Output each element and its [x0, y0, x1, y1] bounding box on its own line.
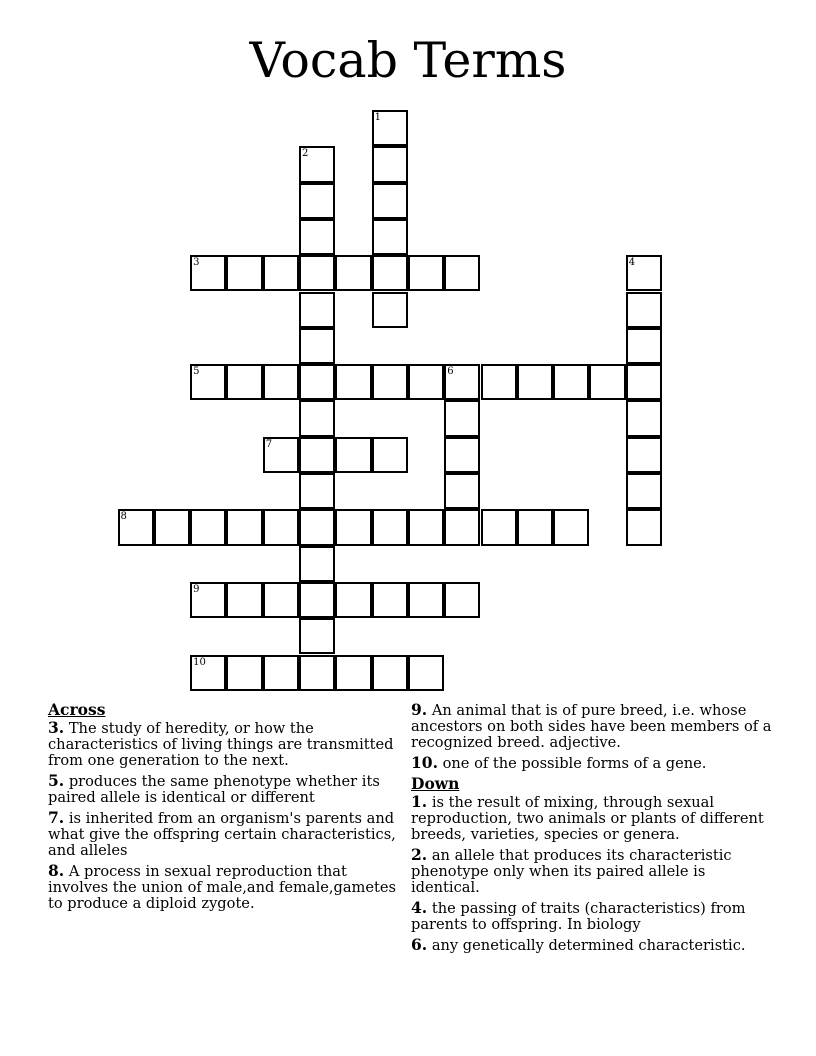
grid-cell[interactable] — [408, 509, 444, 545]
cell-number: 2 — [302, 148, 309, 160]
grid-cell[interactable] — [626, 255, 662, 291]
grid-cell[interactable] — [226, 582, 262, 618]
grid-cell[interactable] — [299, 473, 335, 509]
page-title: Vocab Terms — [249, 32, 567, 89]
grid-cell[interactable] — [299, 255, 335, 291]
clue-text: any genetically determined characteristic. — [431, 937, 746, 954]
clue-down-6 — [411, 937, 776, 954]
grid-cell[interactable] — [299, 546, 335, 582]
grid-cell[interactable] — [372, 183, 408, 219]
clue-across-8 — [48, 863, 400, 912]
cell-number: 3 — [193, 257, 200, 269]
grid-cell[interactable] — [372, 437, 408, 473]
grid-cell[interactable] — [118, 509, 154, 545]
grid-cell[interactable] — [299, 183, 335, 219]
cell-number: 8 — [120, 511, 127, 523]
clue-across-3 — [48, 720, 400, 769]
grid-cell[interactable] — [589, 364, 625, 400]
clues-right-column — [411, 702, 776, 958]
grid-cell[interactable] — [444, 437, 480, 473]
clue-text: An animal that is of pure breed, i.e. whose ancestors on both sides have been members of a recognized breed. adjective. — [411, 702, 772, 751]
grid-cell[interactable] — [372, 509, 408, 545]
grid-cell[interactable] — [335, 255, 371, 291]
grid-cell[interactable] — [226, 364, 262, 400]
clue-across-5 — [48, 773, 400, 806]
grid-cell[interactable] — [372, 292, 408, 328]
grid-cell[interactable] — [553, 364, 589, 400]
grid-cell[interactable] — [444, 364, 480, 400]
grid-cell[interactable] — [263, 655, 299, 691]
grid-cell[interactable] — [444, 509, 480, 545]
clue-number: 1. — [411, 792, 428, 811]
grid-cell[interactable] — [299, 219, 335, 255]
clue-number: 2. — [411, 845, 428, 864]
grid-cell[interactable] — [626, 400, 662, 436]
grid-cell[interactable] — [335, 364, 371, 400]
clue-text: the passing of traits (characteristics) from parents to offspring. In biology — [411, 900, 746, 933]
cell-number: 9 — [193, 583, 200, 595]
clue-number: 3. — [48, 718, 65, 737]
grid-cell[interactable] — [226, 655, 262, 691]
grid-cell[interactable] — [263, 437, 299, 473]
clue-across-10 — [411, 755, 776, 772]
grid-cell[interactable] — [372, 364, 408, 400]
grid-cell[interactable] — [154, 509, 190, 545]
grid-cell[interactable] — [444, 400, 480, 436]
grid-cell[interactable] — [335, 582, 371, 618]
grid-cell[interactable] — [372, 110, 408, 146]
grid-cell[interactable] — [190, 582, 226, 618]
cell-number: 1 — [374, 112, 381, 123]
grid-cell[interactable] — [372, 255, 408, 291]
grid-cell[interactable] — [226, 509, 262, 545]
clue-across-7 — [48, 810, 400, 859]
grid-cell[interactable] — [408, 582, 444, 618]
cell-number: 6 — [447, 366, 454, 378]
grid-cell[interactable] — [299, 618, 335, 654]
grid-cell[interactable] — [444, 255, 480, 291]
clue-text: produces the same phenotype whether its paired allele is identical or different — [48, 773, 380, 806]
grid-cell[interactable] — [626, 437, 662, 473]
clue-number: 4. — [411, 898, 428, 917]
grid-cell[interactable] — [299, 146, 335, 182]
grid-cell[interactable] — [263, 364, 299, 400]
grid-cell[interactable] — [299, 437, 335, 473]
grid-cell[interactable] — [626, 328, 662, 364]
grid-cell[interactable] — [299, 364, 335, 400]
grid-cell[interactable] — [626, 509, 662, 545]
grid-cell[interactable] — [299, 509, 335, 545]
grid-cell[interactable] — [372, 219, 408, 255]
clue-text: The study of heredity, or how the characteristics of living things are transmitted from one generation to the next. — [48, 720, 394, 769]
grid-cell[interactable] — [408, 364, 444, 400]
grid-cell[interactable] — [408, 255, 444, 291]
grid-cell[interactable] — [299, 582, 335, 618]
grid-cell[interactable] — [517, 364, 553, 400]
clue-down-1 — [411, 794, 776, 843]
grid-cell[interactable] — [626, 292, 662, 328]
clue-number: 7. — [48, 808, 65, 827]
clue-number: 10. — [411, 753, 438, 772]
clue-down-4 — [411, 900, 776, 933]
grid-cell[interactable] — [263, 509, 299, 545]
down-heading: Down — [411, 774, 460, 793]
grid-cell[interactable] — [190, 364, 226, 400]
grid-cell[interactable] — [190, 509, 226, 545]
clue-down-2 — [411, 847, 776, 896]
grid-cell[interactable] — [553, 509, 589, 545]
clue-number: 9. — [411, 700, 428, 719]
grid-cell[interactable] — [190, 255, 226, 291]
clue-number: 8. — [48, 861, 65, 880]
clue-number: 5. — [48, 771, 65, 790]
grid-cell[interactable] — [299, 328, 335, 364]
grid-cell[interactable] — [444, 582, 480, 618]
clue-text: is the result of mixing, through sexual reproduction, two animals or plants of different breeds, varieties, species or genera. — [411, 794, 764, 843]
clue-text: an allele that produces its characteristic phenotype only when its paired allele is identical. — [411, 847, 732, 896]
grid-cell[interactable] — [517, 509, 553, 545]
across-heading: Across — [48, 700, 106, 719]
grid-cell[interactable] — [335, 655, 371, 691]
grid-cell[interactable] — [626, 473, 662, 509]
grid-cell[interactable] — [190, 655, 226, 691]
clue-number: 6. — [411, 935, 428, 954]
grid-cell[interactable] — [335, 509, 371, 545]
cell-number: 4 — [628, 257, 636, 269]
grid-cell[interactable] — [226, 255, 262, 291]
grid-cell[interactable] — [372, 146, 408, 182]
grid-cell[interactable] — [299, 292, 335, 328]
grid-cell[interactable] — [299, 655, 335, 691]
grid-cell[interactable] — [263, 255, 299, 291]
clue-text: is inherited from an organism's parents and what give the offspring certain characteristics, and alleles — [48, 810, 396, 859]
grid-cell[interactable] — [444, 473, 480, 509]
grid-cell[interactable] — [626, 364, 662, 400]
grid-cell[interactable] — [335, 437, 371, 473]
clue-text: A process in sexual reproduction that involves the union of male,and female,gametes to produce a diploid zygote. — [48, 863, 397, 912]
grid-cell[interactable] — [372, 655, 408, 691]
grid-cell[interactable] — [299, 400, 335, 436]
clue-across-9 — [411, 702, 776, 751]
grid-cell[interactable] — [481, 364, 517, 400]
grid-cell[interactable] — [408, 655, 444, 691]
grid-cell[interactable] — [372, 582, 408, 618]
cell-number: 10 — [193, 656, 206, 668]
grid-cell[interactable] — [481, 509, 517, 545]
clues-left-column — [48, 702, 400, 916]
cell-number: 7 — [265, 438, 273, 450]
cell-number: 5 — [193, 366, 200, 378]
clue-text: one of the possible forms of a gene. — [442, 755, 707, 772]
grid-cell[interactable] — [263, 582, 299, 618]
